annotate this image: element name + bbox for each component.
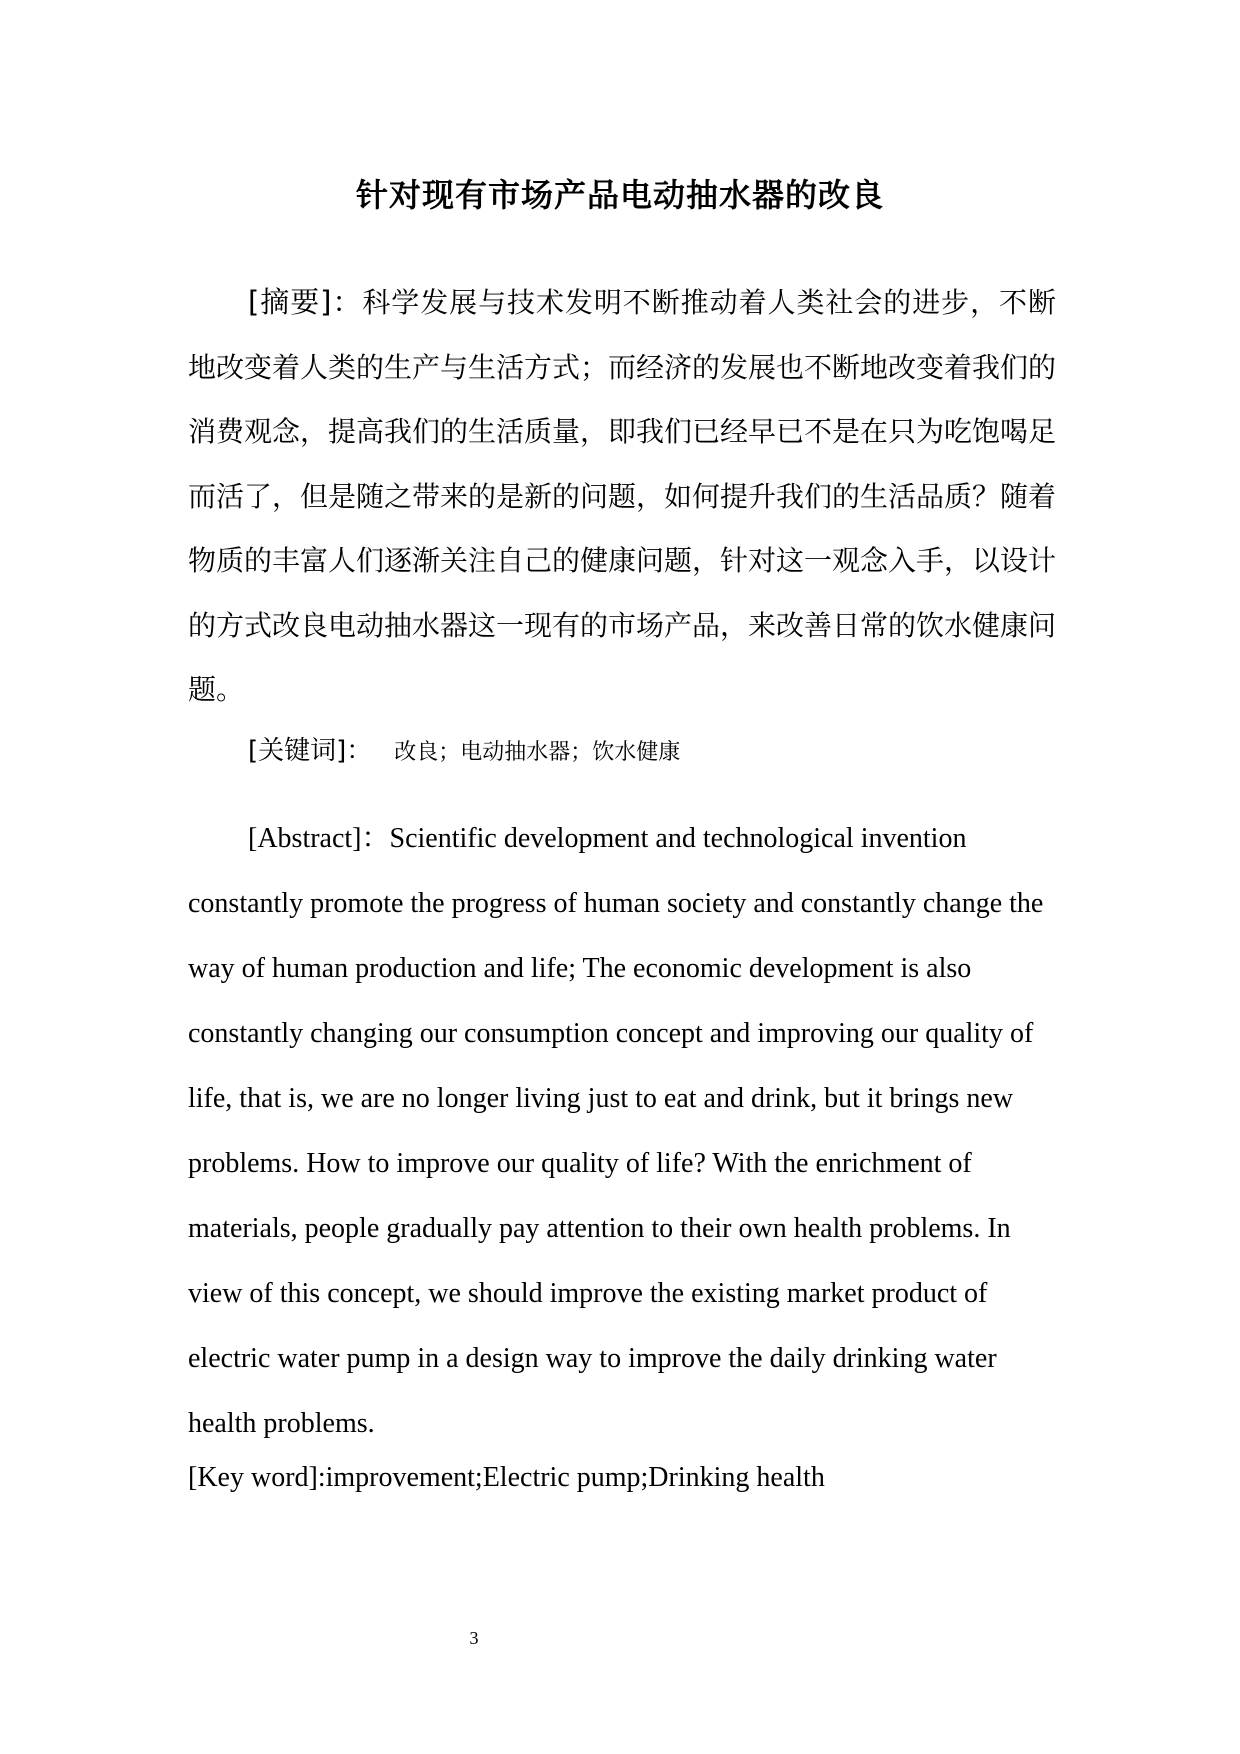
english-abstract-label: [Abstract]： [248,823,390,854]
chinese-abstract-text: 科学发展与技术发明不断推动着人类社会的进步，不断地改变着人类的生产与生活方式；而经济的发展也不断地改变着我们的消费观念，提高我们的生活质量，即我们已经早已不是在只为吃饱喝足而活了，但是随之带来的是新的问题，如何提升我们的生活品质？随着物质的丰富人们逐渐关注自己的健康问题，针对这一观念入手，以设计的方式改良电动抽水器这一现有的市场产品，来改善日常的饮水健康问题。 [188,286,1057,706]
english-keywords-label: [Key word]: [188,1462,326,1493]
english-abstract [188,806,1058,1456]
english-abstract-text: Scientific development and technological invention constantly promote the progress of human society and constantly change the way of human production and life; The economic development is also constantly changing our consumption concept and improving our quality of life, that is, we are no longer living just to eat and drink, but it brings new problems. How to improve our quality of life? With the enrichment of materials, people gradually pay attention to their own health problems. In view of this concept, we should improve the existing market product of electric water pump in a design way to improve the daily drinking water health problems. [188,823,1044,1439]
chinese-abstract-label: [摘要]： [248,285,363,319]
page-number: 3 [469,1628,479,1648]
chinese-keywords [248,730,680,767]
chinese-keywords-label: [关键词]： [248,736,373,766]
chinese-keywords-text: 改良；电动抽水器；饮水健康 [394,740,681,765]
english-keywords-text: improvement;Electric pump;Drinking health [325,1462,825,1493]
chinese-abstract [188,270,1056,723]
document-title: 针对现有市场产品电动抽水器的改良 [355,176,884,214]
english-keywords [188,1462,825,1494]
